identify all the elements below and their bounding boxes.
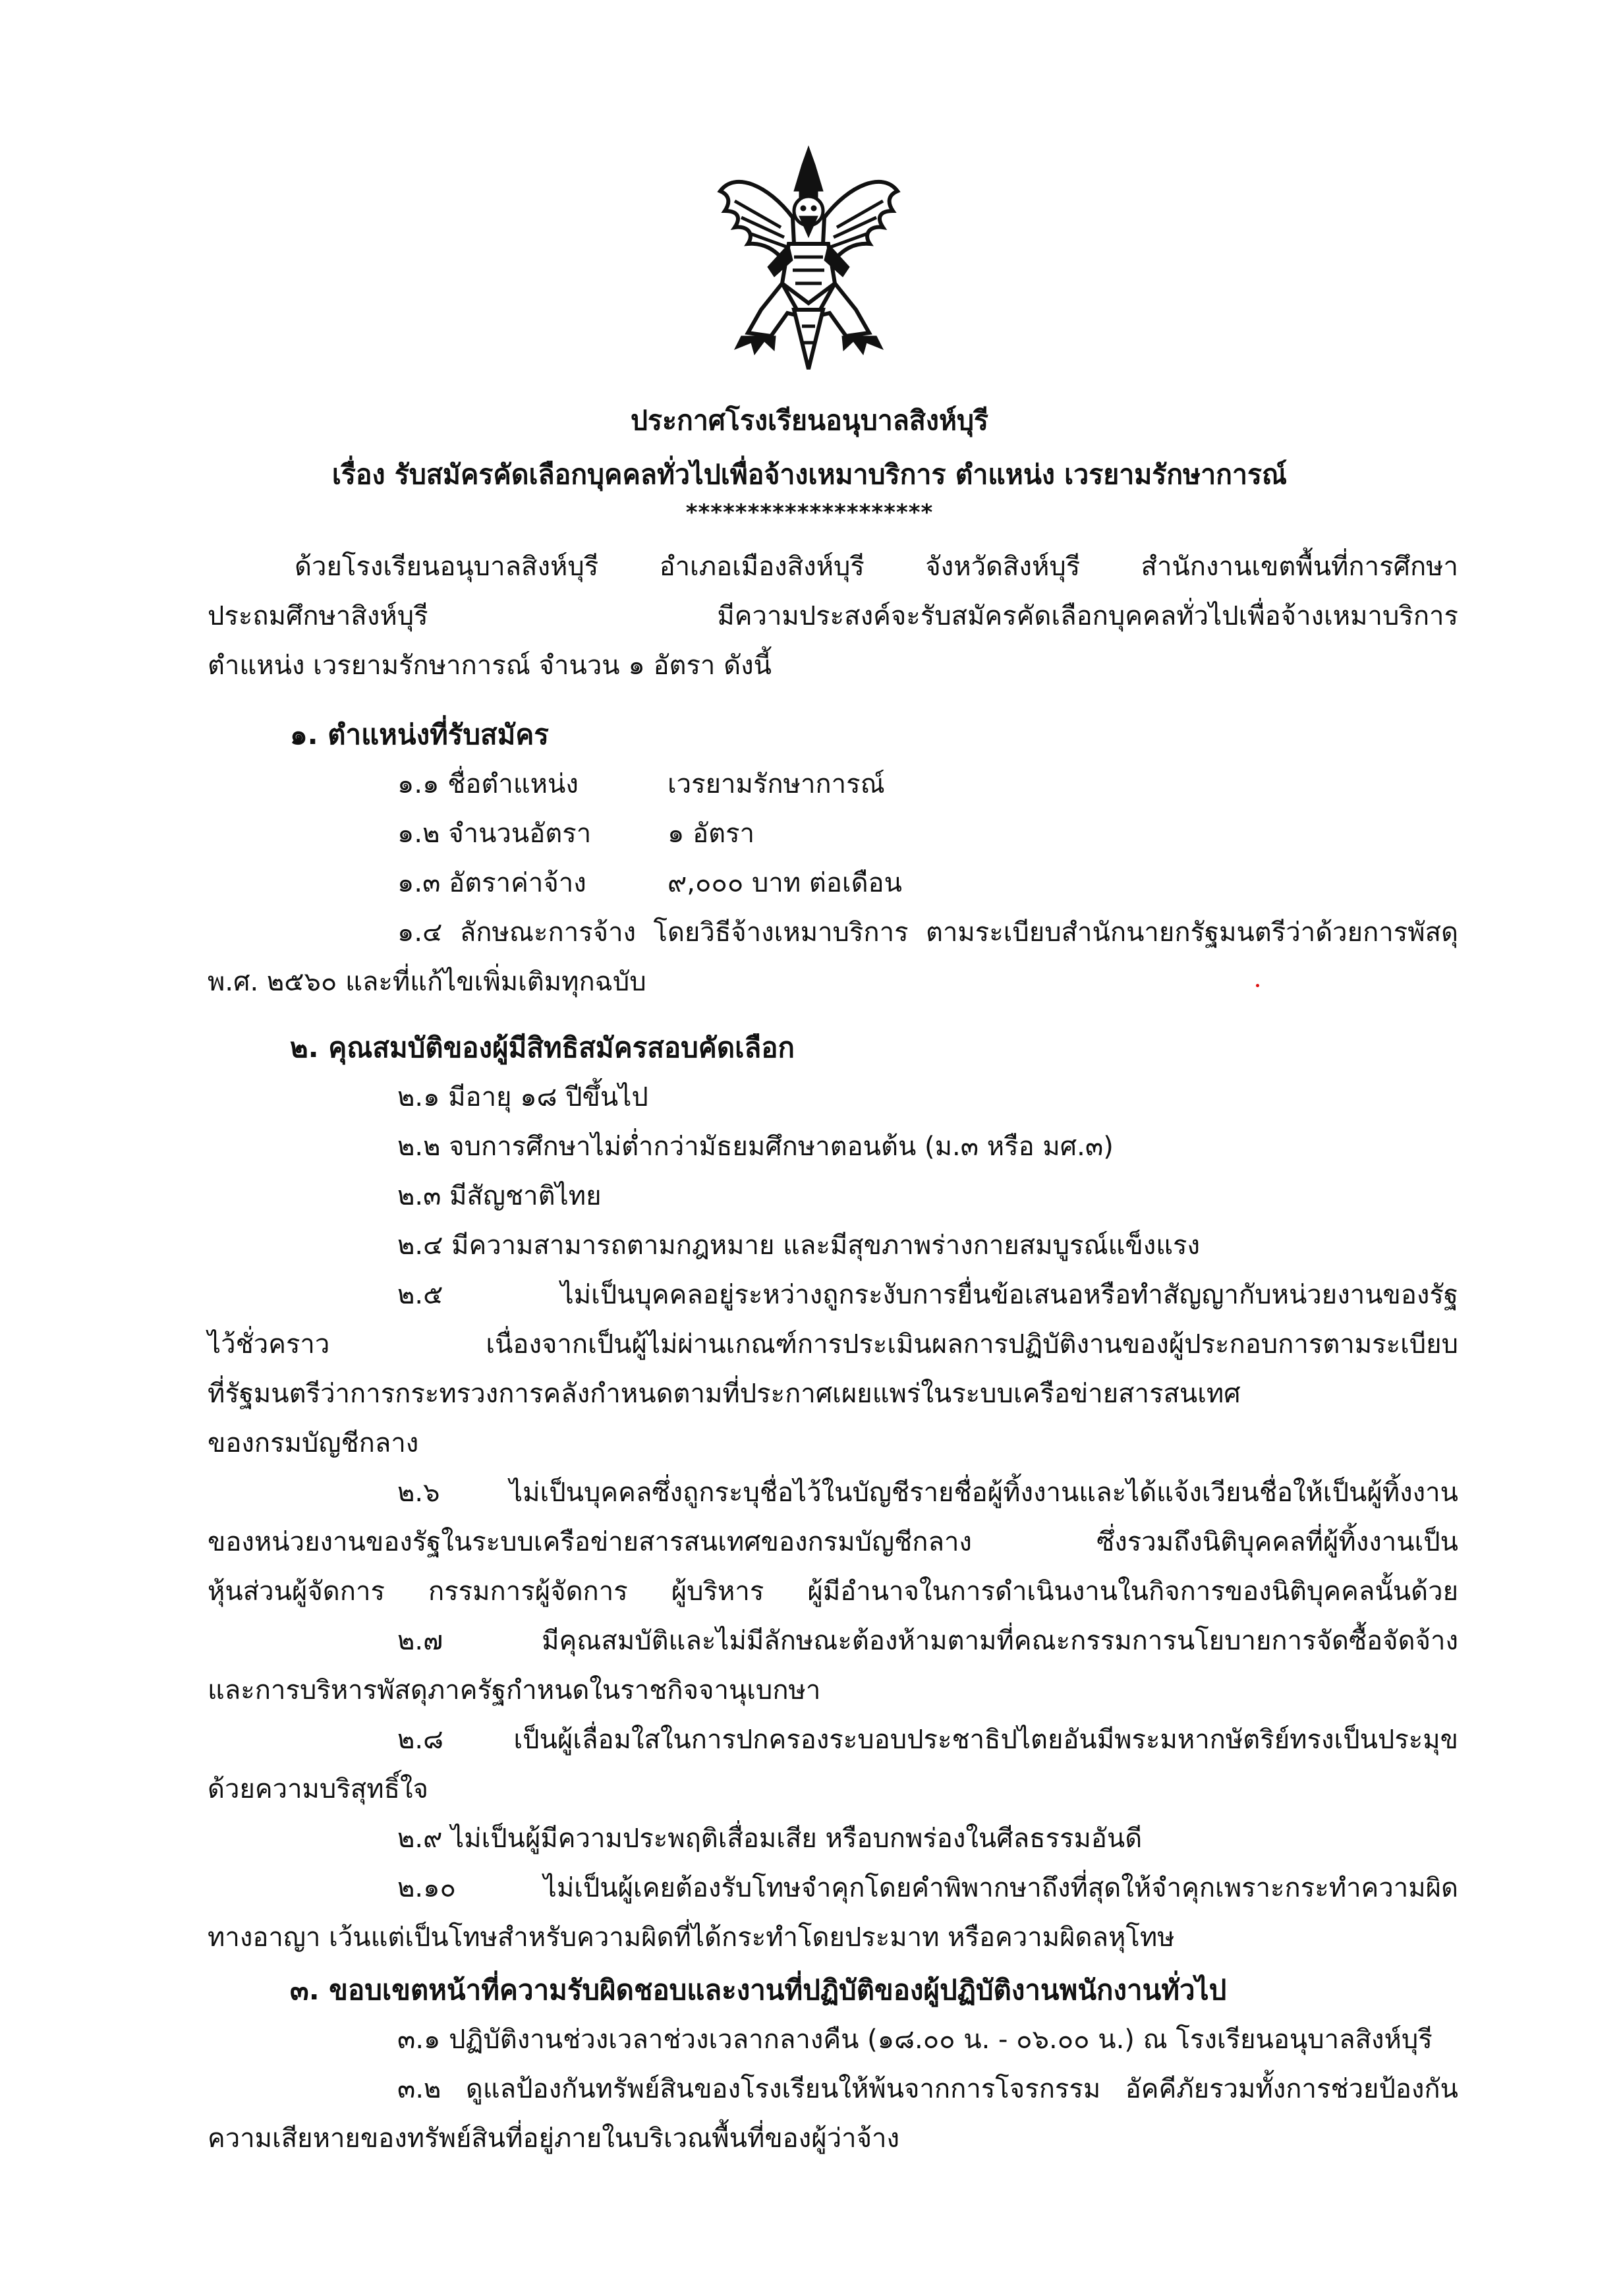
qualification-line: ของหน่วยงานของรัฐในระบบเครือข่ายสารสนเทศของกรมบัญชีกลาง ซึ่งรวมถึงนิติบุคคลที่ผู้ทิ้งงานเป็น — [208, 1527, 1458, 1557]
qualification-line: ทางอาญา เว้นแต่เป็นโทษสำหรับความผิดที่ได้กระทำโดยประมาท หรือความผิดลหุโทษ — [208, 1922, 1175, 1953]
qualification-line: ๒.๔ มีความสามารถตามกฎหมาย และมีสุขภาพร่างกายสมบูรณ์แข็งแรง — [397, 1230, 1201, 1261]
position-count-row — [397, 814, 754, 853]
qualification-line: หุ้นส่วนผู้จัดการ กรรมการผู้จัดการ ผู้บริหาร ผู้มีอำนาจในการดำเนินงานในกิจการของนิติบุคคลนั้นด้วย — [208, 1576, 1458, 1607]
qualification-line: และการบริหารพัสดุภาครัฐกำหนดในราชกิจจานุเบกษา — [208, 1675, 821, 1706]
section-3-heading: ๓. ขอบเขตหน้าที่ความรับผิดชอบและงานที่ปฏิบัติของผู้ปฏิบัติงานพนักงานทั่วไป — [290, 1974, 1227, 2006]
intro-line: ประถมศึกษาสิงห์บุรี มีความประสงค์จะรับสมัครคัดเลือกบุคคลทั่วไปเพื่อจ้างเหมาบริการ — [208, 601, 1458, 631]
intro-line: ด้วยโรงเรียนอนุบาลสิงห์บุรี อำเภอเมืองสิงห์บุรี จังหวัดสิงห์บุรี สำนักงานเขตพื้นที่การศึกษา — [295, 552, 1458, 582]
field-label: ๑.๓ อัตราค่าจ้าง — [397, 868, 586, 898]
intro-line: ตำแหน่ง เวรยามรักษาการณ์ จำนวน ๑ อัตรา ดังนี้ — [208, 650, 772, 681]
qualification-line: ของกรมบัญชีกลาง — [208, 1428, 419, 1458]
field-value: ๙,๐๐๐ บาท ต่อเดือน — [667, 868, 902, 898]
duty-line: ความเสียหายของทรัพย์สินที่อยู่ภายในบริเวณพื้นที่ของผู้ว่าจ้าง — [208, 2123, 899, 2154]
qualification-line: ๒.๙ ไม่เป็นผู้มีความประพฤติเสื่อมเสีย หรือบกพร่องในศีลธรรมอันดี — [397, 1823, 1143, 1854]
title-separator: ******************** — [685, 500, 934, 526]
ink-dot — [1256, 984, 1259, 987]
position-name-row — [397, 764, 885, 804]
qualification-line: ๒.๑ มีอายุ ๑๘ ปีขึ้นไป — [397, 1082, 648, 1112]
garuda-emblem — [715, 145, 903, 372]
qualification-line: ๒.๕ ไม่เป็นบุคคลอยู่ระหว่างถูกระงับการยื่นข้อเสนอหรือทำสัญญากับหน่วยงานของรัฐ — [397, 1280, 1458, 1310]
qualification-line: ๒.๘ เป็นผู้เลื่อมใสในการปกครองระบอบประชาธิปไตยอันมีพระมหากษัตริย์ทรงเป็นประมุข — [397, 1725, 1458, 1755]
field-value: เวรยามรักษาการณ์ — [667, 769, 885, 799]
field-label: ๑.๒ จำนวนอัตรา — [397, 818, 592, 849]
announcement-title: ประกาศโรงเรียนอนุบาลสิงห์บุรี — [630, 405, 989, 436]
qualification-line: ไว้ชั่วคราว เนื่องจากเป็นผู้ไม่ผ่านเกณฑ์การประเมินผลการปฏิบัติงานของผู้ประกอบการตามระเบียบ — [208, 1329, 1458, 1360]
duty-line: ๓.๑ ปฏิบัติงานช่วงเวลาช่วงเวลากลางคืน (๑๘.๐๐ น. - ๐๖.๐๐ น.) ณ โรงเรียนอนุบาลสิงห์บุรี — [397, 2024, 1433, 2055]
field-value: ๑ อัตรา — [667, 818, 755, 849]
section-2-heading: ๒. คุณสมบัติของผู้มีสิทธิสมัครสอบคัดเลือก — [290, 1031, 795, 1064]
wage-row — [397, 863, 902, 903]
employment-type-line: ๑.๔ ลักษณะการจ้าง โดยวิธีจ้างเหมาบริการ ตามระเบียบสำนักนายกรัฐมนตรีว่าด้วยการพัสดุ — [397, 917, 1458, 948]
qualification-line: ที่รัฐมนตรีว่าการกระทรวงการคลังกำหนดตามที่ประกาศเผยแพร่ในระบบเครือข่ายสารสนเทศ — [208, 1379, 1241, 1409]
employment-type-line: พ.ศ. ๒๕๖๐ และที่แก้ไขเพิ่มเติมทุกฉบับ — [208, 967, 646, 997]
qualification-line: ๒.๑๐ ไม่เป็นผู้เคยต้องรับโทษจำคุกโดยคำพิพากษาถึงที่สุดให้จำคุกเพราะกระทำความผิด — [397, 1873, 1458, 1903]
field-label: ๑.๑ ชื่อตำแหน่ง — [397, 769, 579, 799]
qualification-line: ๒.๖ ไม่เป็นบุคคลซึ่งถูกระบุชื่อไว้ในบัญชีรายชื่อผู้ทิ้งงานและได้แจ้งเวียนชื่อให้เป็นผู้ทิ้งงาน — [397, 1478, 1458, 1508]
announcement-subject: เรื่อง รับสมัครคัดเลือกบุคคลทั่วไปเพื่อจ้างเหมาบริการ ตำแหน่ง เวรยามรักษาการณ์ — [331, 459, 1288, 490]
qualification-line: ๒.๒ จบการศึกษาไม่ต่ำกว่ามัธยมศึกษาตอนต้น (ม.๓ หรือ มศ.๓) — [397, 1132, 1114, 1162]
section-1-heading: ๑. ตำแหน่งที่รับสมัคร — [290, 718, 549, 751]
qualification-line: ด้วยความบริสุทธิ์ใจ — [208, 1774, 428, 1804]
duty-line: ๓.๒ ดูแลป้องกันทรัพย์สินของโรงเรียนให้พ้นจากการโจรกรรม อัคคีภัยรวมทั้งการช่วยป้องกัน — [397, 2074, 1458, 2104]
qualification-line: ๒.๗ มีคุณสมบัติและไม่มีลักษณะต้องห้ามตามที่คณะกรรมการนโยบายการจัดซื้อจัดจ้าง — [397, 1626, 1458, 1656]
qualification-line: ๒.๓ มีสัญชาติไทย — [397, 1181, 602, 1211]
